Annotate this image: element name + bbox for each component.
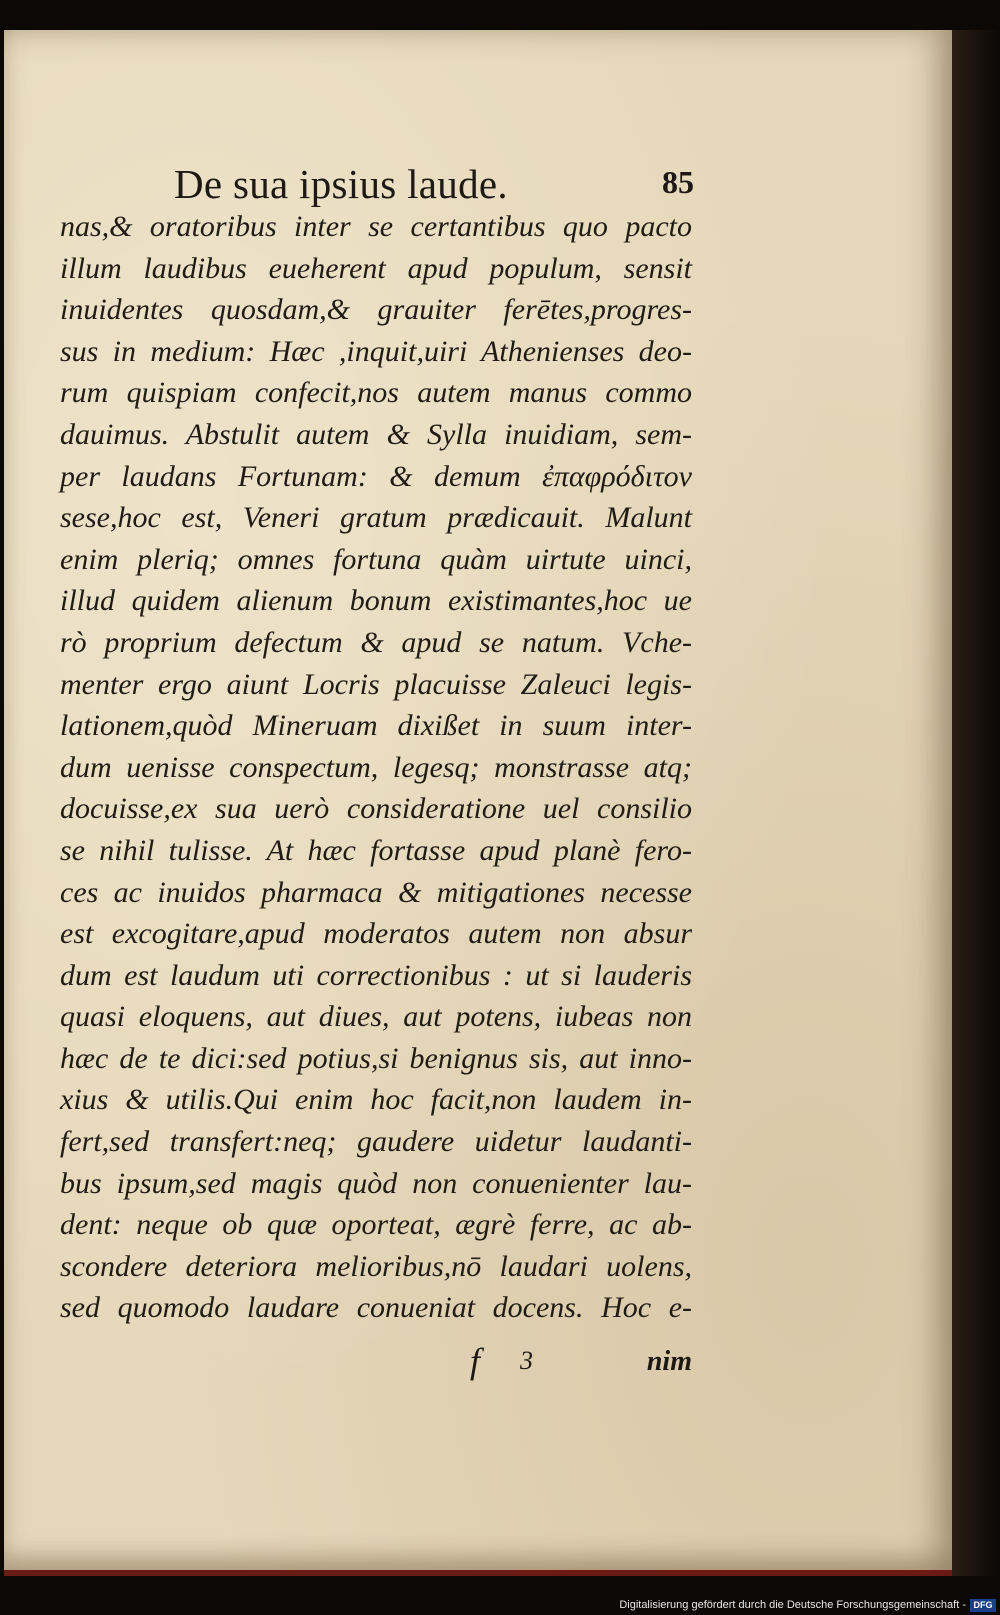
text-line: enim pleriq; omnes fortuna quàm uirtute uinci, bbox=[60, 542, 692, 576]
text-line: sese,hoc est, Veneri gratum prædicauit. Malunt bbox=[60, 501, 692, 535]
text-line: est excogitare,apud moderatos autem non absur bbox=[60, 917, 692, 951]
text-line: illum laudibus eueherent apud populum, sensit bbox=[60, 251, 692, 285]
text-line: scondere deteriora melioribus,nō laudari uolens, bbox=[60, 1249, 692, 1283]
text-line: hæc de te dici:sed potius,si benignus sis, aut inno- bbox=[60, 1041, 692, 1075]
book-page bbox=[4, 30, 952, 1576]
text-line: dum uenisse conspectum, legesq; monstrasse atq; bbox=[60, 750, 692, 784]
text-line: ces ac inuidos pharmaca & mitigationes necesse bbox=[60, 875, 692, 909]
text-line: docuisse,ex sua uerò consideratione uel consilio bbox=[60, 792, 692, 826]
catchword: nim bbox=[646, 1346, 692, 1377]
text-line: fert,sed transfert:neq; gaudere uidetur laudanti- bbox=[60, 1125, 692, 1159]
text-line: sus in medium: Hæc ,inquit,uiri Athenienses deo- bbox=[60, 334, 692, 368]
text-line: quasi eloquens, aut diues, aut potens, iubeas non bbox=[60, 1000, 692, 1034]
text-line: dent: neque ob quæ oporteat, ægrè ferre, ac ab- bbox=[60, 1208, 692, 1242]
signature-mark: f bbox=[470, 1341, 481, 1381]
signature-number: 3 bbox=[520, 1346, 533, 1375]
page-header bbox=[174, 160, 694, 207]
text-line: per laudans Fortunam: & demum ἐπαφρόδιτον bbox=[60, 459, 692, 493]
dfg-logo: DFG bbox=[970, 1599, 996, 1612]
text-line: rum quispiam confecit,nos autem manus commo bbox=[60, 376, 692, 410]
page-edge-shadow bbox=[952, 30, 1000, 1576]
text-line: lationem,quòd Mineruam dixißet in suum inter- bbox=[60, 709, 692, 743]
body-text bbox=[60, 206, 692, 1329]
text-line: illud quidem alienum bonum existimantes,hoc ue bbox=[60, 584, 692, 618]
text-line: se nihil tulisse. At hæc fortasse apud planè fero- bbox=[60, 833, 692, 867]
digitization-credit: Digitalisierung gefördert durch die Deutsche Forschungsgemeinschaft - bbox=[619, 1599, 966, 1611]
text-line: dum est laudum uti correctionibus : ut si lauderis bbox=[60, 958, 692, 992]
text-line: menter ergo aiunt Locris placuisse Zaleuci legis- bbox=[60, 667, 692, 701]
text-line: nas,& oratoribus inter se certantibus quo pacto bbox=[60, 210, 692, 243]
text-line: sed quomodo laudare conueniat docens. Hoc e- bbox=[60, 1291, 692, 1325]
page-footer bbox=[470, 1340, 692, 1390]
running-head: De sua ipsius laude. bbox=[174, 161, 508, 207]
text-line: bus ipsum,sed magis quòd non conuenienter lau- bbox=[60, 1166, 692, 1200]
text-line: xius & utilis.Qui enim hoc facit,non laudem in- bbox=[60, 1083, 692, 1117]
page-number: 85 bbox=[662, 164, 694, 200]
text-line: inuidentes quosdam,& grauiter ferētes,progres- bbox=[60, 293, 692, 327]
text-line: dauimus. Abstulit autem & Sylla inuidiam, sem- bbox=[60, 417, 692, 451]
text-line: rò proprium defectum & apud se natum. Vche- bbox=[60, 625, 692, 659]
